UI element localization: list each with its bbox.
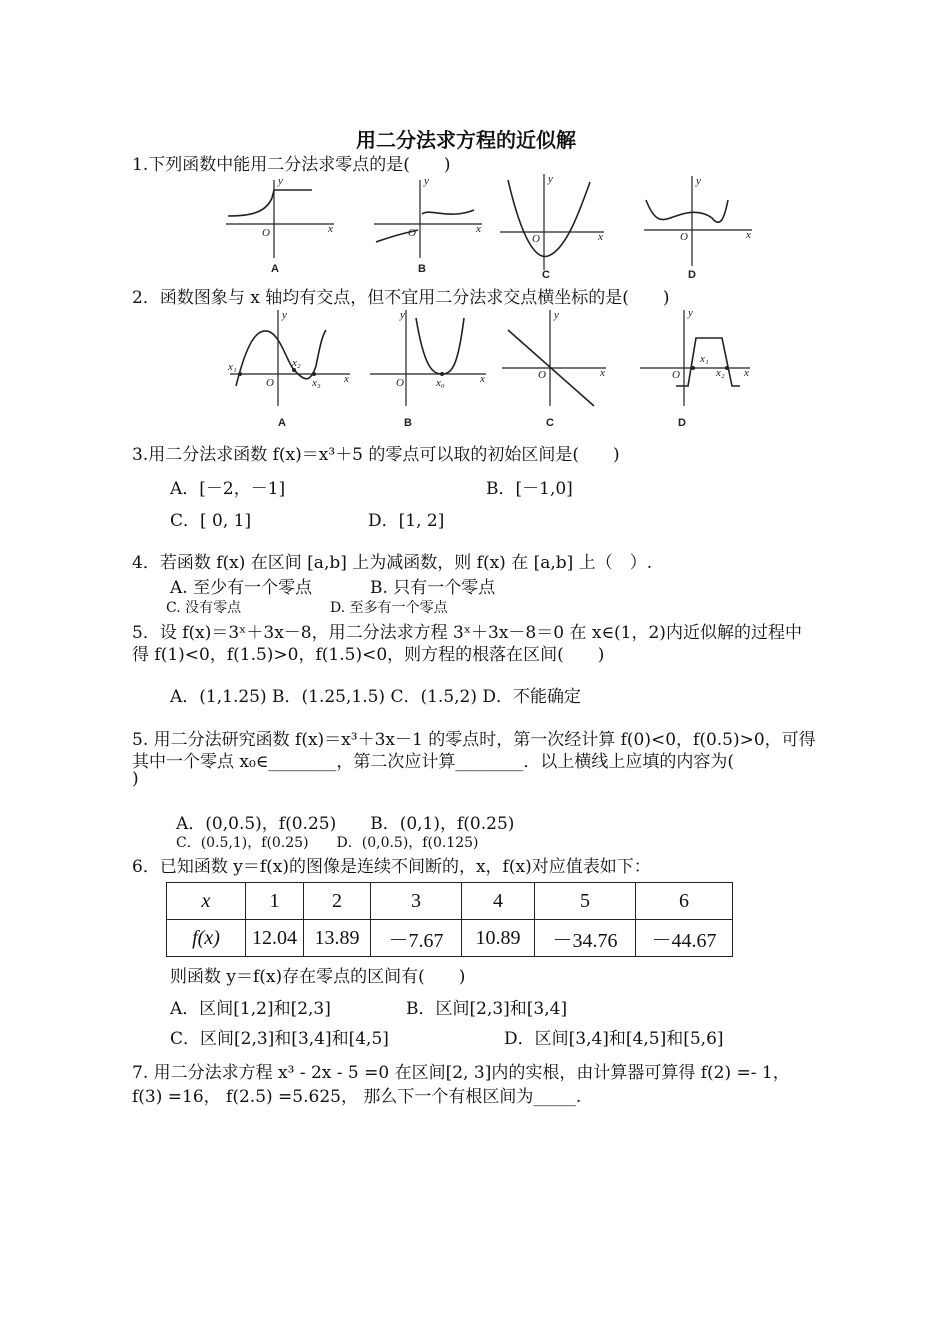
q3-option-d: D．[1, 2] (368, 511, 445, 531)
svg-text:x₃: x₃ (312, 377, 321, 389)
q6-option-d: D．区间[3,4]和[4,5]和[5,6] (504, 1029, 724, 1049)
svg-text:D: D (688, 269, 696, 281)
q3-option-c: C．[ 0, 1] (170, 511, 252, 531)
q4-option-c: C. 没有零点 (166, 600, 242, 616)
svg-text:O: O (262, 227, 270, 239)
svg-text:x: x (600, 367, 605, 379)
svg-text:y: y (688, 307, 693, 319)
q6-option-a: A．区间[1,2]和[2,3] (170, 999, 331, 1019)
svg-text:O: O (396, 377, 404, 389)
question-7-line2: f(3) =16， f(2.5) =5.625， 那么下一个有根区间为_____. (132, 1087, 582, 1107)
svg-text:x₁: x₁ (700, 353, 709, 365)
q2-graph-d (636, 306, 761, 435)
q4-option-d: D. 至多有一个零点 (330, 600, 448, 616)
svg-text:x: x (476, 223, 481, 235)
question-5b-line1: 5. 用二分法研究函数 f(x)＝x³＋3x－1 的零点时，第一次经计算 f(0)<0，f(0.5)>0，可得 (132, 730, 816, 750)
q1-graph-c (496, 170, 616, 284)
question-7-line1: 7. 用二分法求方程 x³ - 2x - 5 =0 在区间[2, 3]内的实根，由计算器可算得 f(2) =- 1， (132, 1063, 790, 1083)
q5b-options-cd: C．(0.5,1)，f(0.25) D．(0,0.5)，f(0.125) (176, 835, 479, 851)
q2-graph-c (498, 306, 618, 435)
q2-graph-a (226, 306, 356, 435)
table-header-cell: 3 (371, 883, 462, 920)
svg-text:x₀: x₀ (436, 377, 445, 389)
q1-graph-d (640, 170, 760, 284)
svg-text:y: y (400, 309, 405, 321)
table-cell: 12.04 (246, 920, 304, 957)
table-header-cell: x (167, 883, 246, 920)
svg-text:y: y (696, 175, 701, 187)
svg-text:x₂: x₂ (716, 367, 725, 379)
svg-text:A: A (278, 417, 286, 429)
svg-text:x: x (598, 231, 603, 243)
svg-text:C: C (542, 269, 550, 281)
q6-option-b: B．区间[2,3]和[3,4] (406, 999, 568, 1019)
q3-option-a: A．[－2，－1] (170, 479, 286, 499)
table-cell: －44.67 (636, 920, 733, 957)
question-5b-line2: 其中一个零点 x₀∈________，第二次应计算________．以上横线上应填的内容为( (132, 752, 735, 772)
svg-text:D: D (678, 417, 686, 429)
svg-text:O: O (680, 231, 688, 243)
question-5a-line1: 5．设 f(x)＝3ˣ＋3x－8，用二分法求方程 3ˣ＋3x－8＝0 在 x∈(1，2)内近似解的过程中 (132, 623, 802, 643)
q2-graph-b (366, 306, 496, 435)
table-header-cell: 4 (462, 883, 535, 920)
svg-text:B: B (418, 263, 426, 275)
svg-text:O: O (538, 369, 546, 381)
svg-text:x: x (328, 223, 333, 235)
svg-text:O: O (532, 233, 540, 245)
svg-text:y: y (424, 175, 429, 187)
question-3-text: 3.用二分法求函数 f(x)＝x³＋5 的零点可以取的初始区间是( ) (132, 445, 620, 465)
svg-text:y: y (548, 173, 553, 185)
table-cell: f(x) (167, 920, 246, 957)
svg-text:O: O (672, 369, 680, 381)
svg-text:A: A (271, 263, 279, 275)
svg-text:B: B (404, 417, 412, 429)
question-1-text: 1.下列函数中能用二分法求零点的是( ) (132, 155, 451, 175)
table-cell: 10.89 (462, 920, 535, 957)
question-6-text: 6．已知函数 y＝f(x)的图像是连续不间断的，x，f(x)对应值表如下： (132, 857, 651, 877)
svg-text:O: O (408, 227, 416, 239)
q5b-options-ab: A．(0,0.5)，f(0.25) B．(0,1)，f(0.25) (176, 814, 515, 834)
svg-text:C: C (546, 417, 554, 429)
table-cell: 13.89 (304, 920, 371, 957)
table-header-cell: 5 (535, 883, 636, 920)
table-cell: －7.67 (371, 920, 462, 957)
q1-graph-a (222, 170, 342, 284)
svg-text:y: y (554, 309, 559, 321)
q4-option-a: A. 至少有一个零点 (170, 578, 313, 598)
q3-option-b: B．[－1,0] (486, 479, 573, 499)
table-row (167, 883, 733, 920)
svg-text:x: x (344, 373, 349, 385)
table-cell: －34.76 (535, 920, 636, 957)
question-5b-line3: ) (132, 769, 139, 789)
svg-text:x: x (744, 367, 749, 379)
q1-graph-b (370, 170, 490, 284)
table-header-cell: 2 (304, 883, 371, 920)
table-row (167, 920, 733, 957)
svg-text:x: x (746, 229, 751, 241)
svg-text:y: y (278, 175, 283, 187)
q4-option-b: B. 只有一个零点 (370, 578, 496, 598)
svg-text:x: x (480, 373, 485, 385)
svg-text:O: O (266, 377, 274, 389)
question-2-text: 2．函数图象与 x 轴均有交点，但不宜用二分法求交点横坐标的是( ) (132, 288, 670, 308)
q5a-options: A．(1,1.25) B．(1.25,1.5) C．(1.5,2) D．不能确定 (170, 687, 582, 707)
table-header-cell: 1 (246, 883, 304, 920)
question-5a-line2: 得 f(1)<0，f(1.5)>0，f(1.5)<0，则方程的根落在区间( ) (132, 645, 605, 665)
svg-text:x₁: x₁ (228, 361, 237, 373)
svg-text:y: y (282, 309, 287, 321)
q6-option-c: C．区间[2,3]和[3,4]和[4,5] (170, 1029, 389, 1049)
table-header-cell: 6 (636, 883, 733, 920)
question-4-text: 4．若函数 f(x) 在区间 [a,b] 上为减函数，则 f(x) 在 [a,b] 上（ ）. (132, 553, 653, 573)
value-table (166, 882, 733, 957)
q6-after-text: 则函数 y＝f(x)存在零点的区间有( ) (170, 967, 466, 987)
svg-text:x₂: x₂ (292, 357, 301, 369)
page-title: 用二分法求方程的近似解 (356, 128, 576, 152)
